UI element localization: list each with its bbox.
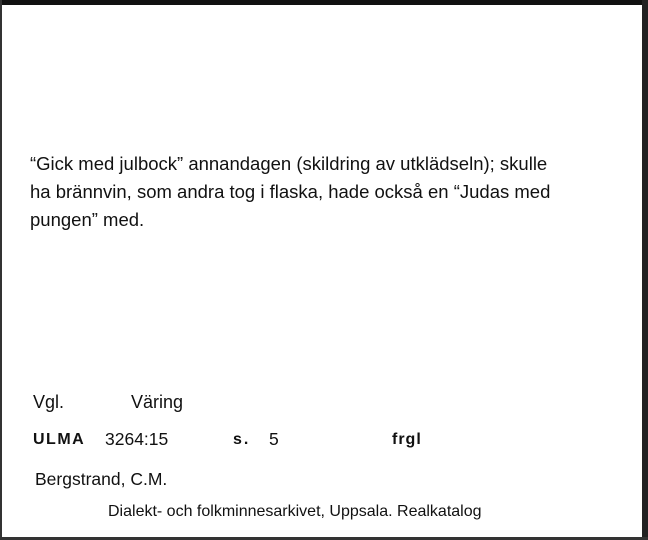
region-label: Vgl. [33,392,65,412]
page-value: 5 [269,429,279,449]
page-label: s. [233,431,251,448]
card-edge-left [0,0,2,540]
card-edge-right [642,0,648,540]
record-number: 3264:15 [105,429,169,449]
category-marker: frgl [392,431,422,448]
collector-name: Bergstrand, C.M. [35,469,168,489]
description-line-2: ha brännvin, som andra tog i flaska, hade också en “Judas med [30,181,551,202]
place-name: Väring [131,392,184,412]
description-line-1: “Gick med julbock” annandagen (skildring av utklädseln); skulle [30,153,548,174]
archive-footer: Dialekt- och folkminnesarkivet, Uppsala. Realkatalog [108,503,482,520]
description-line-3: pungen” med. [30,209,145,230]
archive-code: ULMA [33,431,86,448]
card-description [30,150,620,234]
card-edge-top [0,0,648,5]
